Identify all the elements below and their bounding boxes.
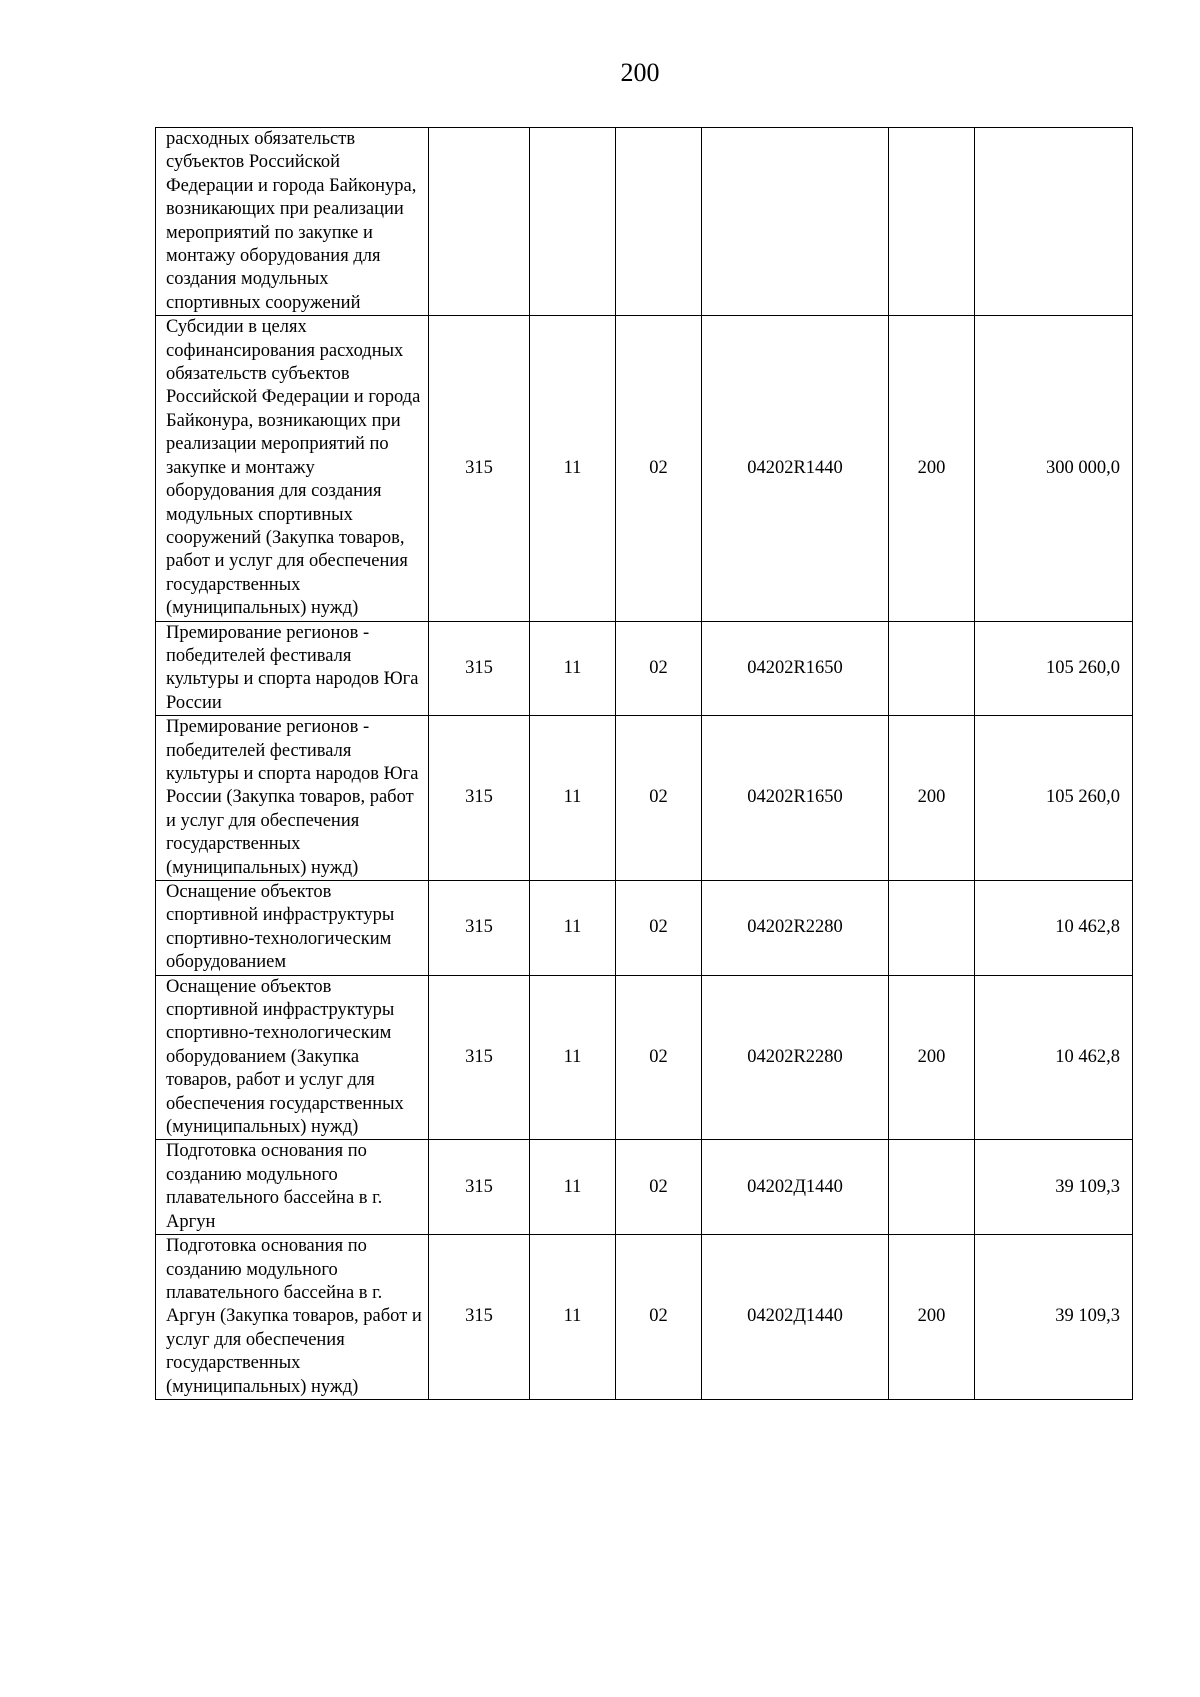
amount-cell: 300 000,0 bbox=[975, 316, 1133, 621]
page-number: 200 bbox=[620, 58, 660, 87]
section-code-cell: 11 bbox=[530, 881, 616, 976]
target-article-cell: 04202Д1440 bbox=[702, 1235, 889, 1400]
grbs-code-cell: 315 bbox=[429, 1235, 530, 1400]
subsection-code-cell: 02 bbox=[616, 621, 702, 716]
amount-cell: 39 109,3 bbox=[975, 1235, 1133, 1400]
table-row bbox=[156, 128, 1133, 316]
table-row bbox=[156, 975, 1133, 1140]
expense-type-cell: 200 bbox=[889, 975, 975, 1140]
subsection-code-cell: 02 bbox=[616, 716, 702, 881]
target-article-cell: 04202Д1440 bbox=[702, 1140, 889, 1235]
target-article-cell bbox=[702, 128, 889, 316]
grbs-code-cell: 315 bbox=[429, 975, 530, 1140]
subsection-code-cell bbox=[616, 128, 702, 316]
section-code-cell: 11 bbox=[530, 1235, 616, 1400]
expense-type-cell bbox=[889, 881, 975, 976]
table-body bbox=[156, 128, 1133, 1400]
expense-type-cell: 200 bbox=[889, 316, 975, 621]
section-code-cell: 11 bbox=[530, 1140, 616, 1235]
row-name-cell: расходных обязательств субъектов Российской Федерации и города Байконура, возникающих при реализации мероприятий по закупке и монтажу оборудования для создания модульных спортивных сооружений bbox=[156, 128, 429, 316]
target-article-cell: 04202R1650 bbox=[702, 621, 889, 716]
table-row bbox=[156, 621, 1133, 716]
expense-type-cell bbox=[889, 128, 975, 316]
amount-cell: 10 462,8 bbox=[975, 881, 1133, 976]
target-article-cell: 04202R2280 bbox=[702, 881, 889, 976]
grbs-code-cell bbox=[429, 128, 530, 316]
subsection-code-cell: 02 bbox=[616, 1140, 702, 1235]
expense-type-cell: 200 bbox=[889, 716, 975, 881]
amount-cell: 105 260,0 bbox=[975, 621, 1133, 716]
table-row bbox=[156, 881, 1133, 976]
section-code-cell: 11 bbox=[530, 316, 616, 621]
budget-table bbox=[155, 127, 1133, 1400]
table-row bbox=[156, 716, 1133, 881]
grbs-code-cell: 315 bbox=[429, 316, 530, 621]
section-code-cell: 11 bbox=[530, 621, 616, 716]
section-code-cell: 11 bbox=[530, 975, 616, 1140]
amount-cell bbox=[975, 128, 1133, 316]
row-name-cell: Премирование регионов - победителей фестиваля культуры и спорта народов Юга России bbox=[156, 621, 429, 716]
amount-cell: 105 260,0 bbox=[975, 716, 1133, 881]
table-row bbox=[156, 316, 1133, 621]
target-article-cell: 04202R2280 bbox=[702, 975, 889, 1140]
subsection-code-cell: 02 bbox=[616, 881, 702, 976]
expense-type-cell bbox=[889, 621, 975, 716]
table-row bbox=[156, 1235, 1133, 1400]
section-code-cell: 11 bbox=[530, 716, 616, 881]
amount-cell: 10 462,8 bbox=[975, 975, 1133, 1140]
table-row bbox=[156, 1140, 1133, 1235]
row-name-cell: Подготовка основания по созданию модульного плавательного бассейна в г. Аргун bbox=[156, 1140, 429, 1235]
target-article-cell: 04202R1650 bbox=[702, 716, 889, 881]
row-name-cell: Подготовка основания по созданию модульного плавательного бассейна в г. Аргун (Закупка товаров, работ и услуг для обеспечения государственных (муниципальных) нужд) bbox=[156, 1235, 429, 1400]
expense-type-cell: 200 bbox=[889, 1235, 975, 1400]
subsection-code-cell: 02 bbox=[616, 316, 702, 621]
grbs-code-cell: 315 bbox=[429, 881, 530, 976]
target-article-cell: 04202R1440 bbox=[702, 316, 889, 621]
grbs-code-cell: 315 bbox=[429, 716, 530, 881]
row-name-cell: Премирование регионов - победителей фестиваля культуры и спорта народов Юга России (Закупка товаров, работ и услуг для обеспечения государственных (муниципальных) нужд) bbox=[156, 716, 429, 881]
subsection-code-cell: 02 bbox=[616, 1235, 702, 1400]
subsection-code-cell: 02 bbox=[616, 975, 702, 1140]
section-code-cell bbox=[530, 128, 616, 316]
grbs-code-cell: 315 bbox=[429, 621, 530, 716]
expense-type-cell bbox=[889, 1140, 975, 1235]
grbs-code-cell: 315 bbox=[429, 1140, 530, 1235]
row-name-cell: Оснащение объектов спортивной инфраструктуры спортивно-технологическим оборудованием (Закупка товаров, работ и услуг для обеспечения государственных (муниципальных) нужд) bbox=[156, 975, 429, 1140]
row-name-cell: Оснащение объектов спортивной инфраструктуры спортивно-технологическим оборудованием bbox=[156, 881, 429, 976]
amount-cell: 39 109,3 bbox=[975, 1140, 1133, 1235]
row-name-cell: Субсидии в целях софинансирования расходных обязательств субъектов Российской Федерации и города Байконура, возникающих при реализации мероприятий по закупке и монтажу оборудования для создания модульных спортивных сооружений (Закупка товаров, работ и услуг для обеспечения государственных (муниципальных) нужд) bbox=[156, 316, 429, 621]
